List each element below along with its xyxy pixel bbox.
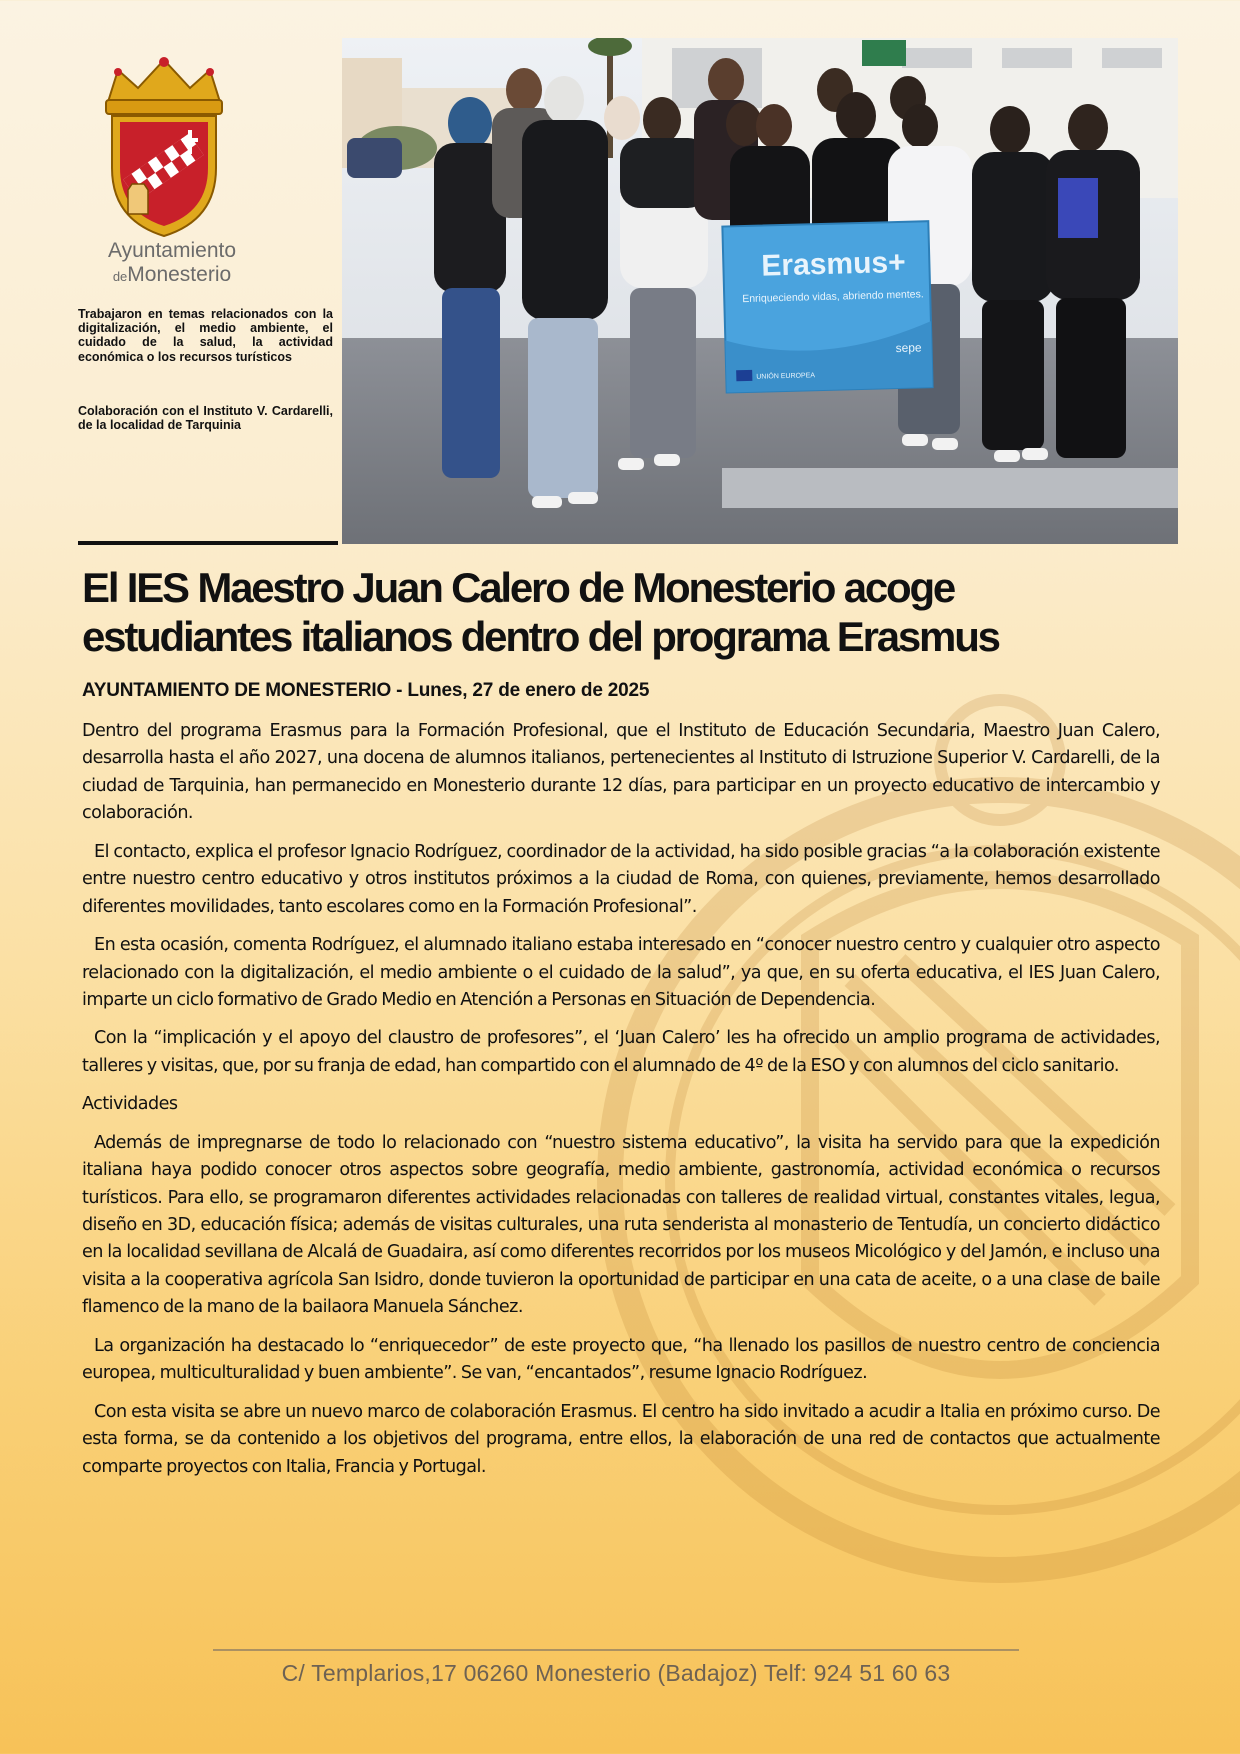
article-paragraph: En esta ocasión, comenta Rodríguez, el alumnado italiano estaba interesado en “conocer nuestro centro y cualquier otro aspecto relacionado con la digitalización, el medio ambiente o el cuidado de la salud”, ya que, en su oferta educativa, el IES Juan Calero, imparte un ciclo formativo de Grado Medio en Atención a Personas en Situación de Dependencia.: [82, 935, 1160, 1010]
article-paragraph: Con la “implicación y el apoyo del claustro de profesores”, el ‘Juan Calero’ les ha ofrecido un amplio programa de actividades, talleres y visitas, que, por su franja de edad, han compartido con el alumnado de 4º de la ESO y con alumnos del ciclo sanitario.: [82, 1028, 1160, 1076]
flag-slogan: Enriqueciendo vidas, abriendo mentes.: [742, 288, 924, 306]
photo-caption-2: Colaboración con el Instituto V. Cardarelli, de la localidad de Tarquinia: [78, 403, 333, 432]
article-paragraph: Dentro del programa Erasmus para la Formación Profesional, que el Instituto de Educación Secundaria, Maestro Juan Calero, desarrolla hasta el año 2027, una docena de alumnos italianos, pertenecientes al Instituto di Istruzione Superior V. Cardarelli, de la ciudad de Tarquinia, han permanecido en Monesterio durante 12 días, para participar en un proyecto educativo de intercambio y colaboración.: [82, 721, 1160, 824]
group-photo: [342, 38, 1178, 544]
caption-divider: [78, 541, 338, 545]
coat-of-arms-icon: [94, 50, 234, 240]
article-paragraph: Además de impregnarse de todo lo relacionado con “nuestro sistema educativo”, la visita ha servido para que la expedición italiana haya podido conocer otros aspectos sobre geografía, medio ambiente, gastronomía, actividad económica o recursos turísticos. Para ello, se programaron diferentes actividades relacionadas con talleres de realidad virtual, constantes vitales, legua, diseño en 3D, educación física; además de visitas culturales, una ruta senderista al monasterio de Tentudía, un concierto didáctico en la localidad sevillana de Alcalá de Guadaira, así como diferentes recorridos por los museos Micológico y del Jamón, e incluso una visita a la cooperativa agrícola San Isidro, donde tuvieron la oportunidad de participar en una cata de aceite, o a una clase de baile flamenco de la mano de la bailaora Manuela Sánchez.: [82, 1132, 1160, 1318]
article-body: [82, 718, 1160, 1492]
section-subheading: Actividades: [82, 1094, 178, 1115]
flag-brand: sepe: [895, 340, 922, 356]
article-paragraph: La organización ha destacado lo “enriquecedor” de este proyecto que, “ha llenado los pasillos de nuestro centro de conciencia europea, multiculturalidad y buen ambiente”. Se van, “encantados”, resume Ignacio Rodríguez.: [82, 1335, 1160, 1384]
footer-address: C/ Templarios,17 06260 Monesterio (Badajoz) Telf: 924 51 60 63: [281, 1660, 951, 1686]
logo-line-1: Ayuntamiento: [107, 239, 237, 262]
article-paragraph: El contacto, explica el profesor Ignacio Rodríguez, coordinador de la actividad, ha sido posible gracias “a la colaboración existente entre nuestro centro educativo y otros institutos próximos a la ciudad de Roma, con quienes, previamente, hemos desarrollado diferentes movilidades, tanto escolares como en la Formación Profesional”.: [82, 841, 1160, 917]
footer-rule: [213, 1649, 1019, 1651]
article-paragraph: Con esta visita se abre un nuevo marco de colaboración Erasmus. El centro ha sido invitado a acudir a Italia en próximo curso. De esta forma, se da contenido a los objetivos del programa, entre ellos, la elaboración de una red de contactos que actualmente comparte proyectos con Italia, Francia y Portugal.: [82, 1401, 1160, 1477]
logo-wordmark: [92, 240, 252, 285]
logo-line-2: deMonesterio: [112, 263, 232, 286]
article-headline: El IES Maestro Juan Calero de Monesterio acoge estudiantes italianos dentro del programa Erasmus: [82, 564, 999, 661]
photo-caption-1: Trabajaron en temas relacionados con la digitalización, el medio ambiente, el cuidado de la salud, la actividad económica o los recursos turísticos: [78, 306, 333, 364]
flag-footer: UNIÓN EUROPEA: [756, 372, 816, 381]
flag-title: Erasmus+: [760, 245, 907, 283]
article-byline: AYUNTAMIENTO DE MONESTERIO - Lunes, 27 de enero de 2025: [82, 680, 650, 701]
